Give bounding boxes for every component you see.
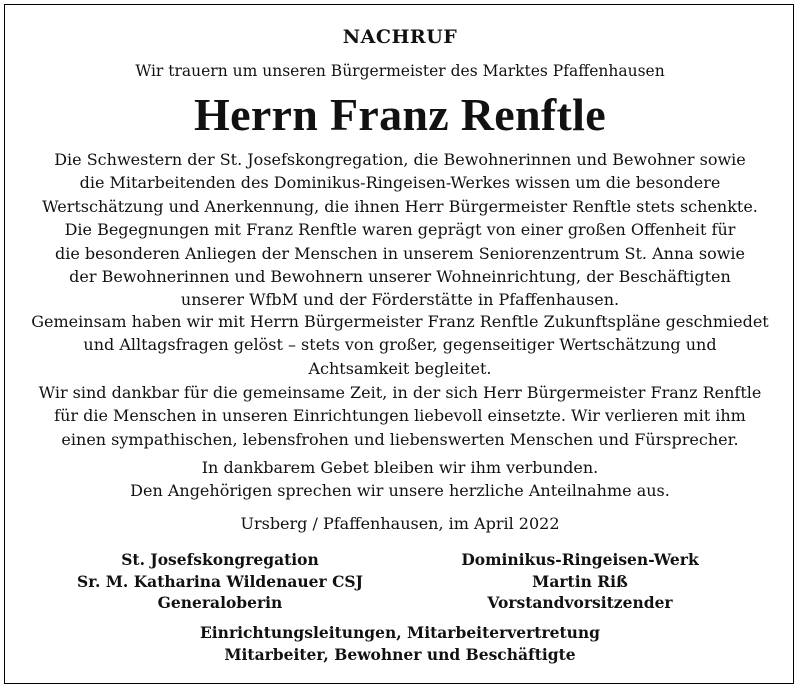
- footer-line: Mitarbeiter, Bewohner und Beschäftigte: [224, 645, 576, 664]
- text-line: einen sympathischen, lebensfrohen und liebenswerten Menschen und Fürsprecher.: [61, 429, 739, 449]
- text-line: Den Angehörigen sprechen wir unsere herzliche Anteilnahme aus.: [130, 481, 670, 501]
- text-line: Wertschätzung und Anerkennung, die ihnen Herr Bürgermeister Renftle stets schenkte.: [42, 196, 758, 216]
- text-line: die Mitarbeitenden des Dominikus-Ringeisen-Werkes wissen um die besondere: [79, 173, 721, 193]
- paragraph-2: [0, 310, 800, 380]
- text-line: In dankbarem Gebet bleiben wir ihm verbunden.: [201, 458, 599, 477]
- text-line: Achtsamkeit begleitet.: [308, 358, 492, 378]
- signature-right: [400, 549, 760, 614]
- text-line: Gemeinsam haben wir mit Herrn Bürgermeister Franz Renftle Zukunftspläne geschmiedet: [31, 312, 769, 331]
- signature-person: Martin Riß: [532, 571, 628, 591]
- text-line: Die Begegnungen mit Franz Renftle waren geprägt von einer großen Offenheit für: [64, 220, 736, 240]
- place-date: Ursberg / Pfaffenhausen, im April 2022: [240, 514, 560, 533]
- signature-left: [40, 549, 400, 614]
- signature-organization: Dominikus-Ringeisen-Werk: [461, 550, 699, 569]
- paragraph-3: [0, 381, 800, 451]
- footer-line: Einrichtungsleitungen, Mitarbeitervertretung: [199, 623, 601, 642]
- deceased-name: Herrn Franz Renftle: [194, 89, 606, 140]
- paragraph-1: [0, 148, 800, 312]
- text-line: Die Schwestern der St. Josefskongregation, die Bewohnerinnen und Bewohner sowie: [54, 150, 746, 169]
- signature-role: Vorstandvorsitzender: [487, 593, 673, 612]
- signature-person: Sr. M. Katharina Wildenauer CSJ: [77, 571, 363, 591]
- text-line: und Alltagsfragen gelöst – stets von großer, gegenseitiger Wertschätzung und: [83, 335, 717, 355]
- signature-organization: St. Josefskongregation: [121, 550, 319, 569]
- text-line: unserer WfbM und der Förderstätte in Pfaffenhausen.: [180, 290, 620, 310]
- text-line: der Bewohnerinnen und Bewohnern unserer Wohneinrichtung, der Beschäftigten: [69, 267, 731, 287]
- notice-heading: NACHRUF: [342, 26, 458, 48]
- text-line: für die Menschen in unseren Einrichtungen liebevoll einsetzte. Wir verlieren mit ihm: [54, 406, 746, 426]
- footer-signatories: [0, 622, 800, 666]
- text-line: die besonderen Anliegen der Menschen in unserem Seniorenzentrum St. Anna sowie: [55, 243, 745, 263]
- paragraph-4: [0, 456, 800, 503]
- text-line: Wir sind dankbar für die gemeinsame Zeit, in der sich Herr Bürgermeister Franz Renftle: [38, 383, 762, 402]
- signature-role: Generaloberin: [157, 593, 283, 612]
- notice-subheading: Wir trauern um unseren Bürgermeister des Marktes Pfaffenhausen: [135, 62, 665, 80]
